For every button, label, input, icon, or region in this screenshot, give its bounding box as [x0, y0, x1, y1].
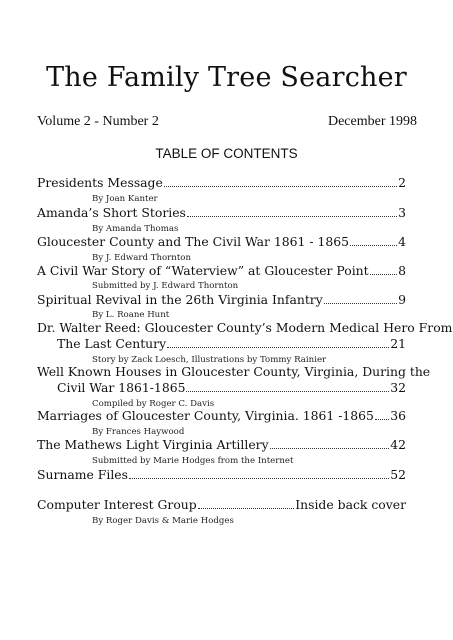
- leader-dots: [129, 467, 389, 479]
- toc-entry-gloucester-civil-war[interactable]: [37, 234, 406, 250]
- toc-entry-page: 32: [390, 380, 406, 395]
- toc-entry-title: Amanda’s Short Stories: [37, 205, 186, 220]
- toc-entry-author: Story by Zack Loesch, Illustrations by Tommy Rainier: [92, 355, 327, 365]
- toc-entry-marriages[interactable]: [37, 408, 406, 424]
- leader-dots: [370, 263, 397, 275]
- leader-dots: [375, 408, 389, 420]
- toc-entry-page: 42: [390, 437, 406, 452]
- toc-entry-title: Spiritual Revival in the 26th Virginia Infantry: [37, 292, 323, 307]
- toc-entry-title: A Civil War Story of “Waterview” at Gloucester Point: [37, 263, 369, 278]
- toc-entry-mathews-artillery[interactable]: [37, 437, 406, 453]
- leader-dots: [164, 175, 397, 187]
- leader-dots: [186, 380, 389, 392]
- toc-entry-author: Compiled by Roger C. Davis: [92, 399, 215, 409]
- toc-entry-author: By J. Edward Thornton: [92, 253, 191, 263]
- toc-entry-author: By L. Roane Hunt: [92, 310, 170, 320]
- toc-entry-title: Civil War 1861-1865: [57, 380, 186, 395]
- leader-dots: [198, 497, 295, 509]
- toc-entry-well-known-houses[interactable]: [57, 380, 406, 396]
- toc-entry-author: By Joan Kanter: [92, 194, 158, 204]
- volume-number: Volume 2 - Number 2: [37, 114, 159, 129]
- toc-entry-page: Inside back cover: [295, 497, 406, 512]
- toc-entry-page: 3: [398, 205, 406, 220]
- toc-entry-author: By Frances Haywood: [92, 427, 185, 437]
- toc-entry-title: Presidents Message: [37, 175, 163, 190]
- issue-date: December 1998: [327, 114, 417, 129]
- toc-entry-title: Marriages of Gloucester County, Virginia. 1861 -1865: [37, 408, 374, 423]
- leader-dots: [167, 336, 389, 348]
- toc-heading: TABLE OF CONTENTS: [155, 146, 298, 161]
- toc-entry-amandas-short-stories[interactable]: [37, 205, 406, 221]
- toc-entry-title-line1[interactable]: Dr. Walter Reed: Gloucester County’s Modern Medical Hero From: [37, 320, 453, 335]
- toc-entry-page: 9: [398, 292, 406, 307]
- toc-entry-computer-interest-group[interactable]: [37, 497, 406, 513]
- toc-entry-surname-files[interactable]: [37, 467, 406, 483]
- toc-entry-title: The Mathews Light Virginia Artillery: [37, 437, 269, 452]
- toc-entry-walter-reed[interactable]: [57, 336, 406, 352]
- toc-entry-page: 21: [390, 336, 406, 351]
- issue-info-row: [37, 114, 417, 130]
- toc-entry-title: Computer Interest Group: [37, 497, 197, 512]
- toc-entry-author: Submitted by J. Edward Thornton: [92, 281, 239, 291]
- toc-entry-title: Surname Files: [37, 467, 128, 482]
- toc-entry-title-line1[interactable]: Well Known Houses in Gloucester County, Virginia, During the: [37, 364, 431, 379]
- toc-entry-author: Submitted by Marie Hodges from the Internet: [92, 456, 294, 466]
- leader-dots: [187, 205, 397, 217]
- toc-entry-title: The Last Century: [57, 336, 167, 351]
- toc-entry-presidents-message[interactable]: [37, 175, 406, 191]
- toc-entry-page: 36: [390, 408, 406, 423]
- toc-entry-waterview-story[interactable]: [37, 263, 406, 279]
- leader-dots: [350, 234, 397, 246]
- toc-entry-page: 2: [398, 175, 406, 190]
- toc-entry-author: By Roger Davis & Marie Hodges: [92, 516, 234, 526]
- toc-entry-author: By Amanda Thomas: [92, 224, 179, 234]
- toc-entry-page: 8: [398, 263, 406, 278]
- toc-entry-page: 52: [390, 467, 406, 482]
- newsletter-title: The Family Tree Searcher: [46, 62, 407, 93]
- toc-entry-title: Gloucester County and The Civil War 1861 - 1865: [37, 234, 350, 249]
- leader-dots: [324, 292, 397, 304]
- leader-dots: [270, 437, 390, 449]
- toc-entry-page: 4: [398, 234, 406, 249]
- toc-entry-spiritual-revival[interactable]: [37, 292, 406, 308]
